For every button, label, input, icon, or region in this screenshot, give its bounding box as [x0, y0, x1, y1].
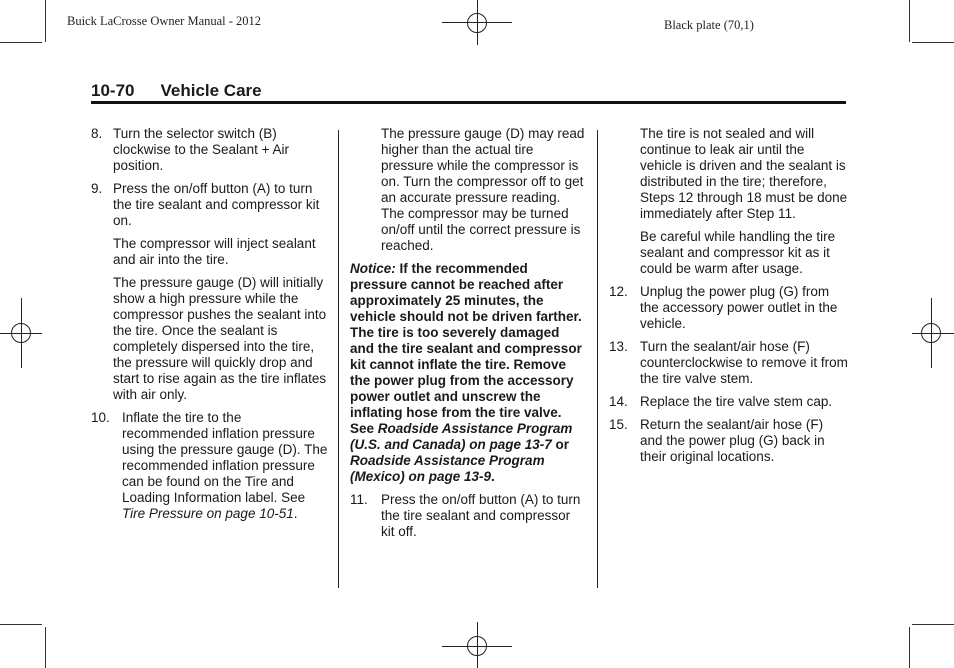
item-number: 12. — [609, 284, 628, 299]
item-text: Unplug the power plug (G) from the accessory power outlet in the vehicle. — [640, 284, 838, 331]
registration-mark-top — [477, 0, 478, 45]
column-1 — [91, 126, 331, 529]
crop-mark — [909, 627, 910, 668]
item-number: 11. — [350, 492, 368, 507]
column-2 — [350, 126, 585, 547]
paragraph: The compressor will inject sealant and air into the tire. — [113, 236, 316, 267]
crop-mark — [45, 627, 46, 668]
page-title — [91, 81, 262, 101]
paragraph: The pressure gauge (D) will initially show a high pressure while the compressor pushes the sealant into the tire. Once the sealant is completely dispersed into the tire, the pressure will quickly drop and start to rise again as the tire inflates with air only. — [113, 275, 327, 402]
list-item-11 — [350, 492, 585, 540]
paragraph: Be careful while handling the tire sealant and compressor kit as it could be warm after usage. — [640, 229, 836, 276]
item-text: Return the sealant/air hose (F) and the power plug (G) back in their original locations. — [640, 417, 825, 464]
cross-reference-link[interactable]: Roadside Assistance Program (Mexico) on page 13‑9 — [350, 453, 545, 484]
registration-mark-right — [931, 298, 932, 368]
list-item-9 — [91, 181, 331, 229]
notice-block: Notice: If the recommended pressure cannot be reached after approximately 25 minutes, the vehicle should not be driven farther. The tire is too severely damaged and the tire sealant and compressor kit cannot inflate the tire. Remove the power plug from the accessory power outlet and unscrew the inflating hose from the tire valve. See Roadside Assistance Program (U.S. and Canada) on page 13‑7 or Roadside Assistance Program (Mexico) on page 13‑9. — [350, 261, 582, 484]
list-item-13 — [609, 339, 849, 387]
item-text: Inflate the tire to the recommended inflation pressure using the pressure gauge (D). The recommended inflation pressure can be found on the Tire and Loading Information label. See Tire Pressure on page 10‑51. — [122, 410, 328, 521]
section-title: Vehicle Care — [160, 81, 262, 100]
crop-mark — [45, 0, 46, 42]
list-item-15 — [609, 417, 849, 465]
item-number: 14. — [609, 394, 628, 409]
manual-title: Buick LaCrosse Owner Manual - 2012 — [67, 14, 262, 28]
item-number: 13. — [609, 339, 628, 354]
cross-reference-link[interactable]: Tire Pressure on page 10‑51 — [122, 506, 294, 521]
column-3 — [609, 126, 849, 472]
plate-label: Black plate (70,1) — [664, 18, 754, 32]
crop-mark — [912, 624, 954, 625]
paragraph: The tire is not sealed and will continue to leak air until the vehicle is driven and the sealant is distributed in the tire; therefore, Steps 12 through 18 must be done immediately after Step 11. — [640, 126, 848, 221]
section-number: 10-70 — [91, 81, 135, 100]
item-number: 15. — [609, 417, 628, 432]
crop-mark — [909, 0, 910, 42]
item-number: 9. — [91, 181, 103, 196]
registration-mark-left — [21, 298, 22, 368]
item-text: Press the on/off button (A) to turn the tire sealant and compressor kit on. — [113, 181, 320, 228]
paragraph: The pressure gauge (D) may read higher than the actual tire pressure while the compressor is on. Turn the compressor off to get an accurate pressure reading. The compressor may be turned on/off until the correct pressure is reached. — [381, 126, 585, 253]
item-number: 10. — [91, 410, 110, 425]
crop-mark — [0, 624, 42, 625]
list-item-10 — [91, 410, 331, 522]
registration-mark-bottom — [477, 622, 478, 668]
list-item-12 — [609, 284, 849, 332]
notice-label: Notice: — [350, 261, 396, 276]
registration-mark-right — [912, 333, 954, 334]
item-text: Replace the tire valve stem cap. — [640, 394, 833, 409]
item-text: Turn the selector switch (B) clockwise to the Sealant + Air position. — [113, 126, 289, 173]
crop-mark — [0, 42, 42, 43]
title-rule — [91, 101, 846, 104]
item-number: 8. — [91, 126, 103, 141]
crop-mark — [912, 42, 954, 43]
item-text: Press the on/off button (A) to turn the tire sealant and compressor kit off. — [381, 492, 581, 539]
column-divider — [338, 130, 339, 588]
item-text: Turn the sealant/air hose (F) counterclockwise to remove it from the tire valve stem. — [640, 339, 848, 386]
list-item-14 — [609, 394, 849, 410]
list-item-8 — [91, 126, 331, 174]
cross-reference-link[interactable]: Roadside Assistance Program (U.S. and Canada) on page 13‑7 — [350, 421, 573, 452]
column-divider — [597, 130, 598, 588]
